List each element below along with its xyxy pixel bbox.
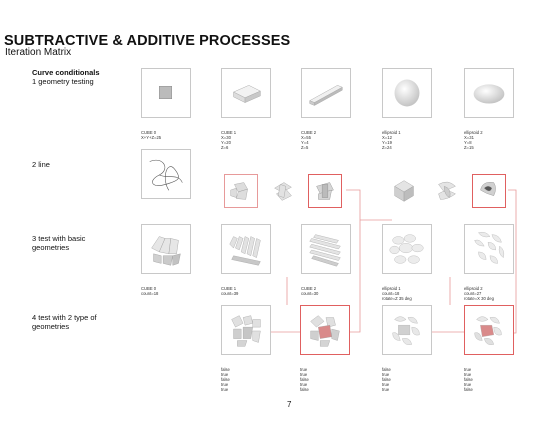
curve-conditionals-heading: Curve conditionals — [32, 68, 100, 77]
bar-icon — [302, 69, 350, 117]
geometry-cluster-icon — [383, 225, 431, 273]
page-number: 7 — [287, 400, 292, 409]
row3-label — [32, 234, 85, 252]
box-icon — [222, 69, 270, 117]
tile-line-curve — [141, 149, 191, 199]
page-subtitle: Iteration Matrix — [5, 47, 72, 58]
row1-label-text: 1 geometry testing — [32, 77, 94, 86]
caption-row4-4: true true false true false — [464, 367, 473, 392]
tile-row4-4 — [464, 305, 514, 355]
tile-row3-cube-2 — [301, 224, 351, 274]
thumb-additive-1 — [388, 174, 422, 208]
tile-cube-0 — [141, 68, 191, 118]
tile-row3-ellipsoid-1 — [382, 224, 432, 274]
caption-row3-cube-1: CUBE 1 count=39 — [221, 286, 239, 296]
caption-cube-2: CUBE 2 X=55 Y=4 Z=5 — [301, 130, 317, 150]
caption-row4-3: false true false true true — [382, 367, 391, 392]
row2-label: 2 line — [32, 160, 50, 169]
row1-label — [32, 68, 100, 86]
caption-row3-cube-0: CUBE 0 count=18 — [141, 286, 159, 296]
row4-label — [32, 313, 97, 331]
row4-label-line2: geometries — [32, 322, 70, 331]
tile-cube-1 — [221, 68, 271, 118]
page-title: SUBTRACTIVE & ADDITIVE PROCESSES — [4, 33, 291, 49]
caption-row3-ellipsoid-1: ellipsoid 1 count=18 rotate=Z 35 deg — [382, 286, 412, 301]
tile-row3-cube-0 — [141, 224, 191, 274]
row3-label-line2: geometries — [32, 243, 70, 252]
geometry-cluster-icon — [302, 225, 350, 273]
tile-row4-1 — [221, 305, 271, 355]
caption-ellipsoid-1: ellipsoid 1 X=12 Y=19 Z=24 — [382, 130, 401, 150]
geometry-cluster-icon — [222, 225, 270, 273]
caption-row4-2: true true false true false — [300, 367, 309, 392]
curve-icon — [142, 150, 190, 198]
caption-cube-1: CUBE 1 X=30 Y=20 Z=6 — [221, 130, 237, 150]
geometry-cluster-icon — [465, 306, 513, 354]
caption-row4-1: false true false true true — [221, 367, 230, 392]
tile-ellipsoid-2 — [464, 68, 514, 118]
geometry-cluster-icon — [301, 306, 349, 354]
ellipsoid-icon — [465, 69, 513, 117]
caption-ellipsoid-2: ellipsoid 2 X=31 Y=8 Z=15 — [464, 130, 483, 150]
tile-row3-cube-1 — [221, 224, 271, 274]
thumb-additive-2 — [430, 174, 464, 208]
caption-row3-cube-2: CUBE 2 count=30 — [301, 286, 319, 296]
caption-cube-0: CUBE 0 X+Y+Z=25 — [141, 130, 162, 140]
thumb-subtractive-1 — [224, 174, 258, 208]
tile-row4-2 — [300, 305, 350, 355]
geometry-cluster-icon — [222, 306, 270, 354]
tile-row3-ellipsoid-2 — [464, 224, 514, 274]
tile-row4-3 — [382, 305, 432, 355]
row3-label-line1: 3 test with basic — [32, 234, 86, 243]
geometry-cluster-icon — [465, 225, 513, 273]
sphere-icon — [383, 69, 431, 117]
geometry-cluster-icon — [383, 306, 431, 354]
caption-row3-ellipsoid-2: ellipsoid 2 count=27 rotate=X 30 deg — [464, 286, 494, 301]
geometry-cluster-icon — [142, 225, 190, 273]
tile-cube-2 — [301, 68, 351, 118]
square-icon — [142, 69, 190, 117]
row4-label-line1: 4 test with 2 type of — [32, 313, 97, 322]
thumb-additive-3 — [472, 174, 506, 208]
tile-ellipsoid-1 — [382, 68, 432, 118]
thumb-subtractive-2 — [266, 174, 300, 208]
thumb-subtractive-3 — [308, 174, 342, 208]
